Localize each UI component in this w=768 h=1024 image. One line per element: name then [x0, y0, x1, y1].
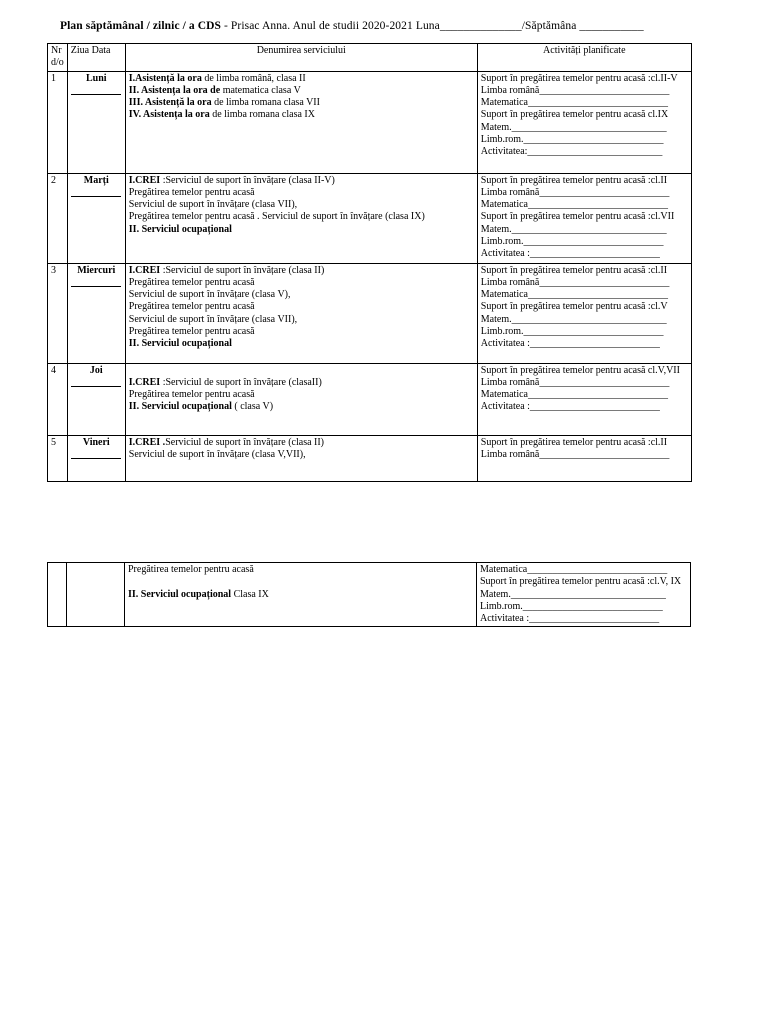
- table-header-row: [48, 44, 692, 72]
- schedule-table-continued: [47, 562, 691, 627]
- activity-line: Suport în pregătirea temelor pentru acasă cl.IX: [480, 109, 669, 121]
- service-line: [129, 449, 474, 461]
- service-line: [129, 289, 474, 301]
- service-bold-text: II. Asistența la ora de: [128, 84, 221, 96]
- service-text: ( clasa V): [231, 401, 274, 413]
- service-text: de limba română, clasa II: [201, 72, 306, 84]
- service-cell: [125, 263, 477, 363]
- nr-cell: 2: [48, 173, 68, 263]
- service-line: [129, 277, 474, 289]
- service-cell: [125, 173, 477, 263]
- date-blank-line: [71, 285, 121, 287]
- nr-cell: 5: [48, 435, 68, 481]
- activity-line: Suport în pregătirea temelor pentru acasă :cl.II-V: [480, 72, 678, 84]
- activity-line: Suport în pregătirea temelor pentru acasă :cl.V: [480, 301, 668, 313]
- header-activities: Activități planificate: [477, 44, 691, 72]
- service-line: [129, 401, 474, 413]
- activity-line: Suport în pregătirea temelor pentru acasă :cl.II: [480, 174, 668, 186]
- activity-line: Matematica____________________________: [480, 97, 668, 109]
- service-line: [129, 211, 474, 223]
- nr-cell: 3: [48, 263, 68, 363]
- activity-line: Matematica____________________________: [480, 564, 668, 575]
- activity-line: Matematica____________________________: [480, 389, 668, 401]
- service-text: :Serviciul de suport în învățare (clasaII): [160, 376, 322, 388]
- service-bold-text: II. Serviciul ocupațional: [128, 588, 232, 600]
- service-text: :Serviciul de suport în învățare (clasa II): [160, 264, 325, 276]
- day-name: Marți: [83, 174, 109, 186]
- service-line: [129, 187, 474, 199]
- header-service: Denumirea serviciului: [125, 44, 477, 72]
- nr-cell: 4: [48, 363, 68, 435]
- activity-line: Activitatea :__________________________: [480, 248, 660, 260]
- service-text: Pregătirea temelor pentru acasă: [128, 389, 255, 401]
- service-bold-text: I.Asistență la ora: [128, 72, 202, 84]
- service-bold-text: I.CREI: [128, 174, 161, 186]
- service-text: de limba romana clasa IX: [209, 109, 315, 121]
- service-line: [129, 85, 474, 97]
- activities-cell: [477, 263, 691, 363]
- activity-line: Matem._______________________________: [480, 588, 666, 600]
- activities-cell: [477, 435, 691, 481]
- activity-line: Limb.rom.____________________________: [480, 236, 664, 248]
- activity-line: Limba română__________________________: [480, 448, 670, 460]
- title-bold: Plan săptămânal / zilnic / a CDS: [60, 20, 222, 32]
- nr-cell: [48, 563, 67, 627]
- activity-line: Activitatea :__________________________: [480, 401, 660, 413]
- service-bold-text: IV. Asistența la ora: [128, 109, 210, 121]
- service-cell: [125, 435, 477, 481]
- table-row: [48, 363, 692, 435]
- nr-cell: 1: [48, 71, 68, 173]
- activity-line: Suport în pregătirea temelor pentru acasă :cl.II: [480, 264, 668, 276]
- activity-line: Activitatea :__________________________: [480, 613, 660, 625]
- service-cell: [125, 563, 477, 627]
- activity-line: Matem._______________________________: [480, 121, 667, 133]
- service-line: [129, 389, 474, 401]
- service-text: Serviciul de suport în învățare (clasa V,VII),: [128, 448, 306, 460]
- day-cell: [67, 363, 125, 435]
- day-name: Miercuri: [77, 264, 116, 276]
- activity-line: Suport în pregătirea temelor pentru acasă :cl.V, IX: [480, 576, 682, 588]
- table-row: [48, 173, 692, 263]
- day-name: Vineri: [82, 436, 110, 448]
- activity-line: Activitatea:___________________________: [480, 146, 663, 158]
- day-name: Luni: [85, 72, 107, 84]
- activity-line: Matematica____________________________: [480, 289, 668, 301]
- service-bold-text: III. Asistență la ora: [128, 97, 212, 109]
- activity-line: Limba română__________________________: [480, 276, 670, 288]
- activity-line: Suport în pregătirea temelor pentru acasă :cl.VII: [480, 211, 675, 223]
- service-line: [129, 326, 474, 338]
- service-bold-text: I.CREI .: [128, 436, 166, 448]
- activity-line: Matem._______________________________: [480, 313, 667, 325]
- header-nr: Nr d/o: [48, 44, 68, 72]
- service-text: Pregătirea temelor pentru acasă: [128, 276, 255, 288]
- day-cell: [67, 71, 125, 173]
- table-row: [48, 435, 692, 481]
- service-text: Pregătirea temelor pentru acasă: [128, 326, 255, 338]
- service-line: [128, 564, 473, 576]
- service-bold-text: II. Serviciul ocupațional: [128, 401, 232, 413]
- service-text: :Serviciul de suport în învățare (clasa II-V): [160, 174, 335, 186]
- service-line: [128, 589, 473, 601]
- header-day: Ziua Data: [67, 44, 125, 72]
- service-line: [129, 109, 474, 121]
- service-line: [128, 576, 473, 588]
- page-title: [60, 20, 644, 32]
- activity-line: Limb.rom.____________________________: [480, 134, 664, 146]
- activity-line: Matematica____________________________: [480, 199, 668, 211]
- service-cell: [125, 363, 477, 435]
- service-line: [129, 437, 474, 449]
- date-blank-line: [71, 385, 121, 387]
- day-name: Joi: [89, 364, 103, 376]
- activity-line: Limba română__________________________: [480, 186, 670, 198]
- day-cell: [67, 563, 125, 627]
- activities-cell: [477, 173, 691, 263]
- date-blank-line: [71, 93, 121, 95]
- service-line: [129, 301, 474, 313]
- service-line: [129, 314, 474, 326]
- service-line: [129, 377, 474, 389]
- service-bold-text: II. Serviciul ocupațional: [128, 223, 232, 235]
- activities-cell: [477, 363, 691, 435]
- activity-line: Limba română__________________________: [480, 376, 670, 388]
- service-text: Pregătirea temelor pentru acasă . Serviciul de suport în învățare (clasa IX): [128, 211, 425, 223]
- service-line: [129, 338, 474, 350]
- service-text: Clasa IX: [231, 588, 269, 600]
- service-text: Serviciul de suport în învățare (clasa V),: [128, 289, 291, 301]
- activity-line: Limb.rom.____________________________: [480, 326, 664, 338]
- day-cell: [67, 263, 125, 363]
- service-text: matematica clasa V: [220, 84, 301, 96]
- activity-line: Limb.rom.____________________________: [480, 600, 663, 612]
- service-text: Serviciul de suport în învățare (clasa VII),: [128, 313, 298, 325]
- service-text: Pregătirea temelor pentru acasă: [128, 301, 255, 313]
- title-rest: - Prisac Anna. Anul de studii 2020-2021 Luna______________/Săptămâna ___________: [221, 20, 644, 32]
- date-blank-line: [71, 457, 121, 459]
- day-cell: [67, 173, 125, 263]
- service-line: [129, 265, 474, 277]
- activity-line: Activitatea :__________________________: [480, 338, 660, 350]
- table-row: [48, 263, 692, 363]
- service-bold-text: I.CREI: [128, 264, 161, 276]
- service-text: Serviciul de suport în învățare (clasa VII),: [128, 199, 298, 211]
- service-cell: [125, 71, 477, 173]
- service-text: Pregătirea temelor pentru acasă: [128, 564, 254, 575]
- service-bold-text: I.CREI: [128, 376, 161, 388]
- service-text: Serviciul de suport în învățare (clasa II): [165, 436, 325, 448]
- service-bold-text: II. Serviciul ocupațional: [128, 338, 232, 350]
- service-line: [129, 224, 474, 236]
- day-cell: [67, 435, 125, 481]
- service-line: [129, 175, 474, 187]
- service-line: [129, 97, 474, 109]
- table-row: [48, 71, 692, 173]
- service-line: [129, 199, 474, 211]
- activity-line: Matem._______________________________: [480, 223, 667, 235]
- activities-cell: [477, 71, 691, 173]
- activity-line: Suport în pregătirea temelor pentru acasă cl.V,VII: [480, 364, 680, 376]
- schedule-table: [47, 43, 692, 482]
- service-line: [129, 365, 474, 377]
- service-text: de limba romana clasa VII: [211, 97, 320, 109]
- activities-cell: [477, 563, 691, 627]
- service-line: [129, 73, 474, 85]
- activity-line: Suport în pregătirea temelor pentru acasă :cl.II: [480, 436, 668, 448]
- service-text: Pregătirea temelor pentru acasă: [128, 186, 255, 198]
- activity-line: Limba română__________________________: [480, 84, 670, 96]
- table-row: [48, 563, 691, 627]
- date-blank-line: [71, 195, 121, 197]
